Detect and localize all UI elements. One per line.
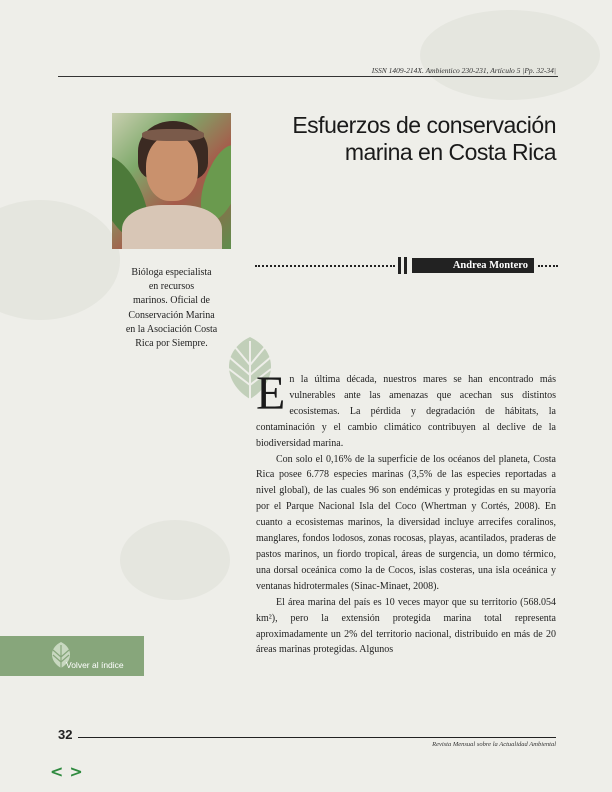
caption-line: en recursos <box>148 281 195 293</box>
paragraph-2: Con solo el 0,16% de la superficie de los océanos del planeta, Costa Rica posee 6.778 especies marinas (3,5% de las especies reportadas a nivel global), de las cuales 96 son endémicas y protegidas en su mayoría por el Parque Nacional Isla del Coco (Whertman y Cortés, 2008). En cuanto a ecosistemas marinos, la diversidad incluye arrecifes coralinos, manglares, fondos lodosos, zonas rocosas, playas, acantilados, praderas de pastos marinos, un fiordo tropical, áreas de surgencia, un domo térmico, una dorsal oceánica como la de Cocos, islas costeras, una isla oceánica y ventanas hidrotermales (Sinac-Minaet, 2008). <box>256 453 556 592</box>
caption-line: Bióloga especialista <box>131 267 212 278</box>
drop-cap: E <box>256 367 286 420</box>
title-line-1: Esfuerzos de conservación <box>292 112 556 138</box>
author-divider-bars <box>398 257 410 274</box>
page-number: 32 <box>58 727 73 742</box>
caption-line: Conservación Marina <box>128 309 215 321</box>
paragraph <box>256 367 556 452</box>
header-rule <box>58 76 558 77</box>
background-texture <box>120 520 230 600</box>
author-photo <box>112 113 231 249</box>
author-dotted-rule-left <box>255 265 395 267</box>
background-texture <box>420 10 600 100</box>
article-title <box>226 112 556 166</box>
journal-name: Revista Mensual sobre la Actualidad Ambiental <box>432 741 556 748</box>
issn-header: ISSN 1409-214X. Ambientico 230-231, Artículo 5 |Pp. 32-34| <box>371 66 556 75</box>
footer-rule <box>78 737 556 738</box>
page-navigation <box>50 764 83 780</box>
paragraph-1-text: n la última década, nuestros mares se han encontrado más vulnerables ante las amenazas que acechan sus distintos ecosistemas. La pérdida y degradación de hábitats, la contaminación y el cambio climático contribuyen al declive de la biodiversidad marina. <box>256 374 556 449</box>
title-line-2: marina en Costa Rica <box>344 139 556 165</box>
arrow-right-icon[interactable]: > <box>69 762 83 781</box>
arrow-left-icon[interactable]: < <box>50 762 64 781</box>
back-to-index-label[interactable]: Volver al índice <box>66 660 124 670</box>
paragraph-3: El área marina del país es 10 veces mayor que su territorio (568.054 km²), pero la extensión protegida marina total representa aproximadamente un 2% del territorio nacional, distribuido en más de 20 áreas marinas protegidas. Algunos <box>256 596 556 656</box>
caption-line: Rica por Siempre. <box>135 338 208 350</box>
article-body <box>256 367 556 658</box>
author-dotted-rule-right <box>538 265 558 267</box>
caption-line: marinos. Oficial de <box>133 295 210 307</box>
caption-line: en la Asociación Costa <box>125 323 218 335</box>
author-name: Andrea Montero <box>412 258 534 273</box>
